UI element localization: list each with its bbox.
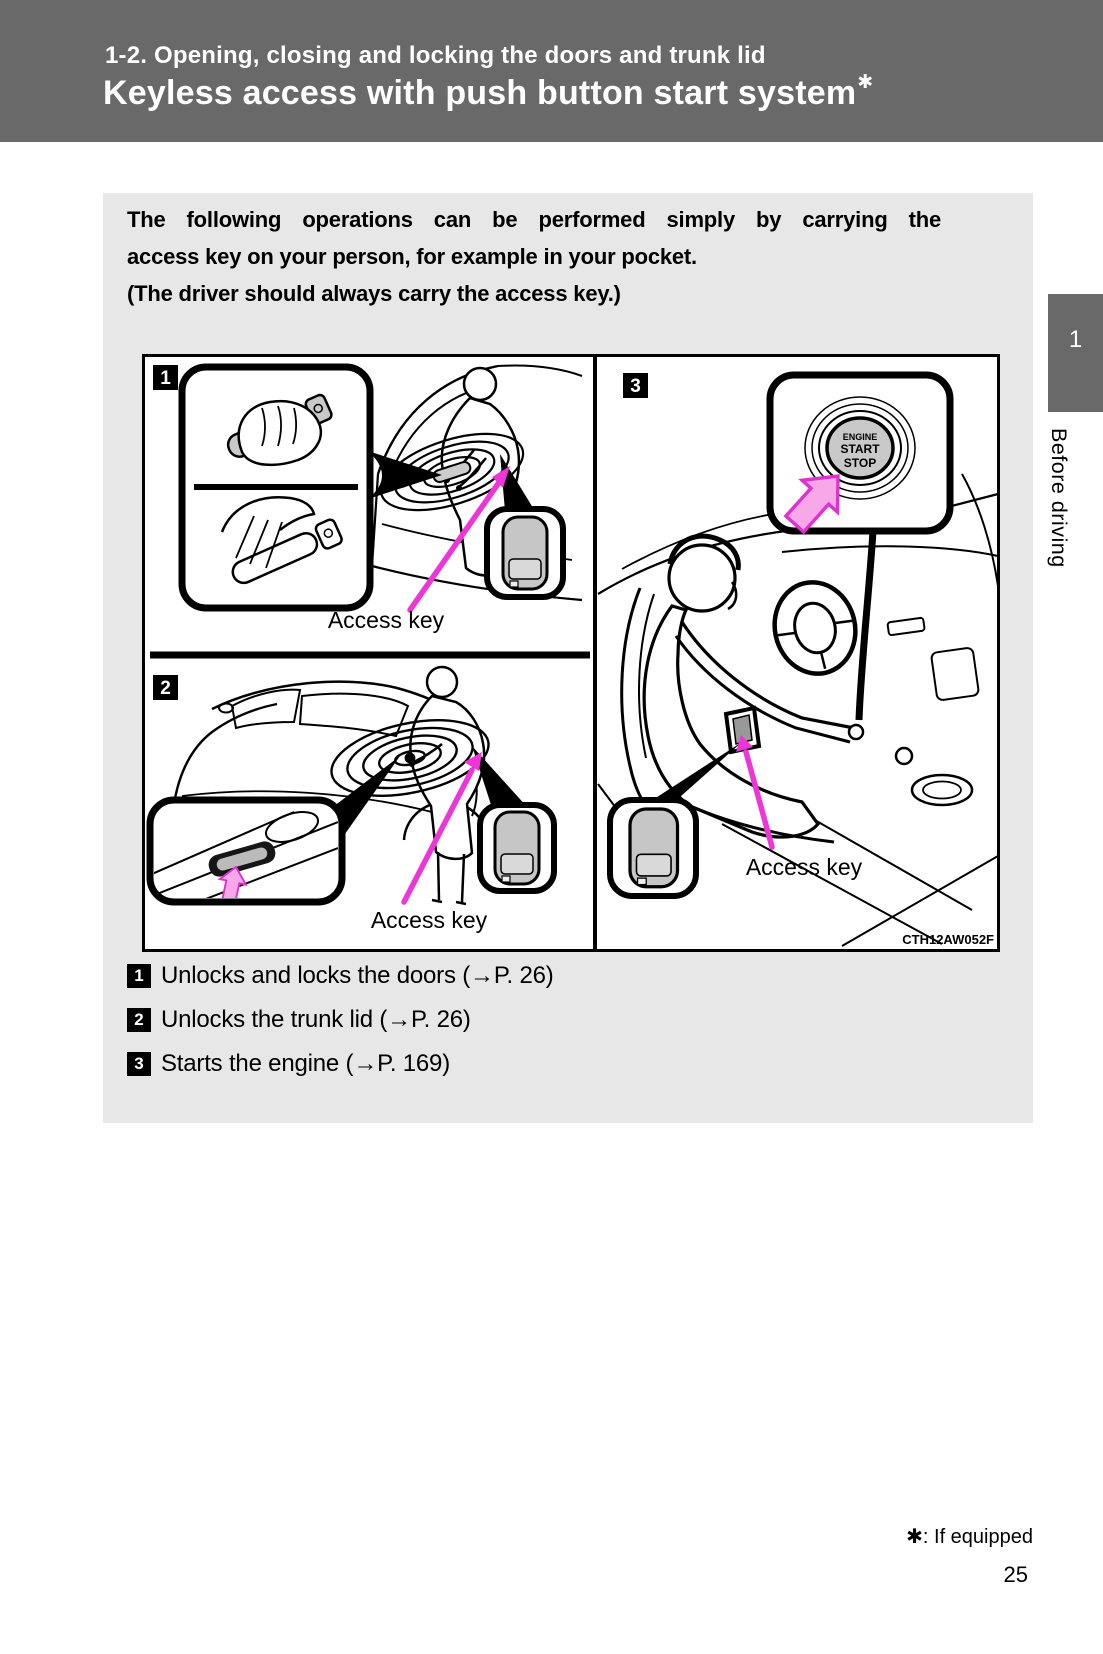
svg-text:START: START	[840, 442, 880, 456]
page-number: 25	[1003, 1562, 1028, 1587]
intro-line: access key on your person, for example in your pocket.	[127, 244, 697, 269]
section-title: 1-2. Opening, closing and locking the doors and trunk lid	[105, 42, 766, 69]
svg-text:1: 1	[160, 368, 171, 389]
page-title: Keyless access with push button start system✱	[103, 71, 874, 112]
trunk-switch-callout	[150, 800, 342, 905]
legend-text: Unlocks the trunk lid (→P. 26)	[161, 1006, 471, 1033]
svg-text:STOP: STOP	[843, 456, 877, 470]
svg-text:ENGINE: ENGINE	[842, 432, 878, 442]
legend-number-3: 3	[127, 1052, 151, 1076]
content-panel	[103, 193, 1033, 1123]
intro-line: (The driver should always carry the access key.)	[127, 281, 621, 306]
access-key-label-door: Access key	[327, 607, 445, 633]
figure-code: CTH12AW052F	[902, 932, 994, 947]
legend-number-1: 1	[127, 964, 151, 988]
footnote: ✱: If equipped	[906, 1526, 1033, 1548]
chapter-tab	[1048, 294, 1103, 412]
intro-line: The following operations can be performed simply by carrying the	[127, 207, 941, 232]
svg-text:3: 3	[630, 376, 641, 397]
access-key-label-trunk: Access key	[370, 907, 488, 933]
figure-drawing	[142, 354, 1000, 952]
chapter-label-vertical: Before driving	[1047, 428, 1071, 568]
chapter-header-bar	[0, 0, 1103, 142]
intro-text	[127, 201, 941, 312]
legend-item	[127, 962, 554, 990]
legend-number-2: 2	[127, 1008, 151, 1032]
access-key-fob	[630, 809, 678, 887]
asterisk-mark: ✱	[857, 71, 874, 93]
svg-text:2: 2	[160, 678, 171, 699]
access-key-label-cabin: Access key	[745, 854, 863, 880]
keyless-access-figure	[142, 354, 1000, 952]
chapter-number: 1	[1068, 326, 1083, 353]
legend-text: Unlocks and locks the doors (→P. 26)	[161, 962, 554, 989]
legend-text: Starts the engine (→P. 169)	[161, 1050, 450, 1077]
legend-item	[127, 1006, 471, 1034]
access-key-fob	[495, 812, 539, 884]
access-key-fob	[503, 517, 547, 589]
legend-item	[127, 1050, 450, 1078]
